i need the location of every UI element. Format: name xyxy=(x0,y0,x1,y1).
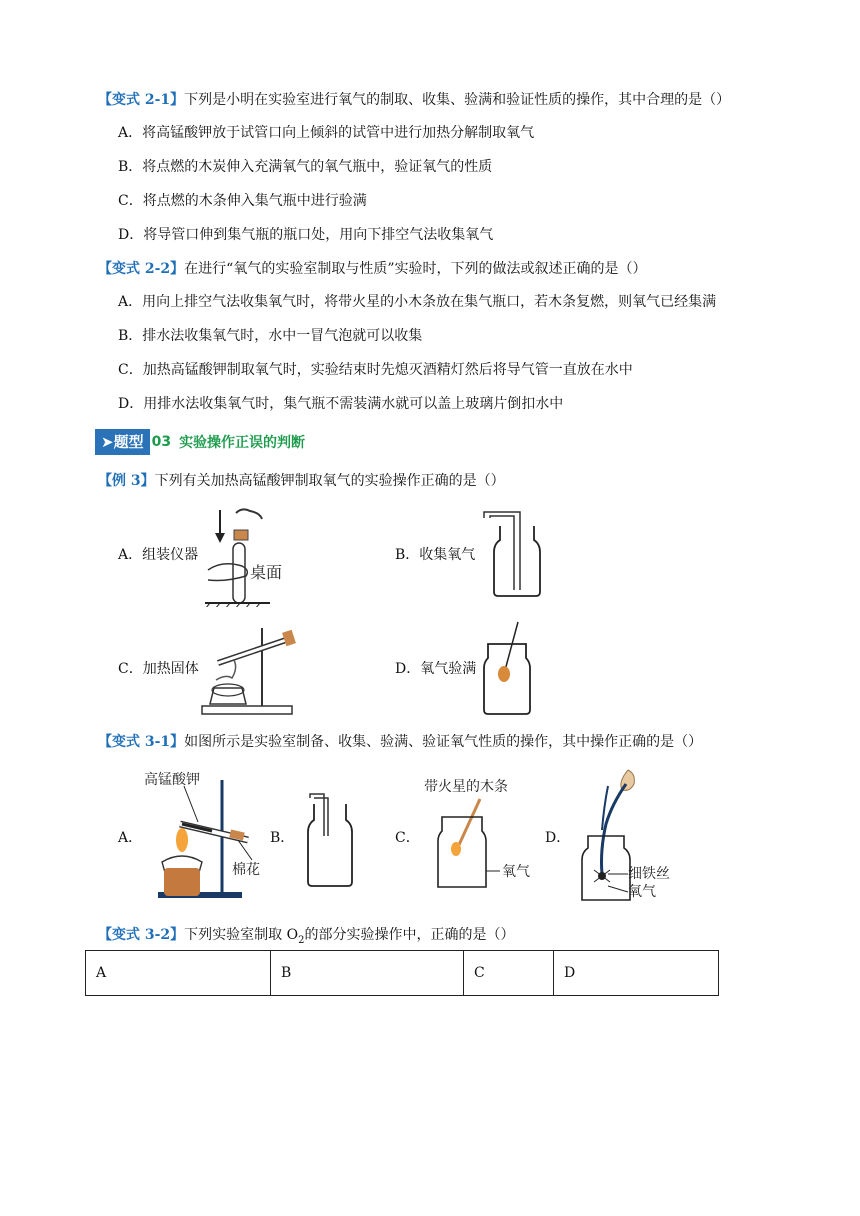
option-c: C．加热高锰酸钾制取氧气时，实验结束时先熄灭酒精灯然后将导气管一直放在水中 xyxy=(118,362,633,378)
section-banner xyxy=(95,429,305,455)
question-3-2-stem xyxy=(98,925,514,951)
oxygen-label: 氧气 xyxy=(502,864,530,880)
gas-bottle-figure xyxy=(300,792,360,890)
figure-label-a: A．组装仪器 xyxy=(118,547,199,563)
cotton-label: 棉花 xyxy=(232,862,260,878)
figure-label-c: C．加热固体 xyxy=(118,661,199,677)
splint-test-figure xyxy=(420,775,540,895)
table-cell: B xyxy=(271,951,464,996)
table-row xyxy=(86,951,719,996)
question-tag: 【变式 2-1】 xyxy=(98,92,185,108)
figure-label-c: C． xyxy=(395,830,420,846)
table-cell: C xyxy=(464,951,554,996)
option-d: D．将导管口伸到集气瓶的瓶口处，用向下排空气法收集氧气 xyxy=(118,227,494,243)
option-d: D．用排水法收集氧气时，集气瓶不需装满水就可以盖上玻璃片倒扣水中 xyxy=(118,396,564,412)
option-a: A．将高锰酸钾放于试管口向上倾斜的试管中进行加热分解制取氧气 xyxy=(118,125,535,141)
figure-label-a: A． xyxy=(118,830,143,846)
heat-solid-figure xyxy=(198,618,308,718)
table-cell: A xyxy=(86,951,271,996)
kmno4-heating-figure xyxy=(140,768,280,903)
question-tag: 【变式 2-2】 xyxy=(98,261,185,277)
table-cell: D xyxy=(554,951,719,996)
oxygen-full-test-figure xyxy=(480,620,550,720)
question-tag: 【例 3】 xyxy=(98,473,155,489)
question-text: 如图所示是实验室制备、收集、验满、验证氧气性质的操作，其中操作正确的是（） xyxy=(184,734,703,750)
question-text: 下列是小明在实验室进行氧气的制取、收集、验满和验证性质的操作，其中合理的是（） xyxy=(184,92,731,108)
subscript: 2 xyxy=(298,934,305,946)
collect-oxygen-figure xyxy=(480,510,550,600)
option-a: A．用向上排空气法收集氧气时，将带火星的小木条放在集气瓶口，若木条复燃，则氧气已经集满 xyxy=(118,294,717,310)
question-text-tail: 的部分实验操作中，正确的是（） xyxy=(304,927,515,943)
section-number: 03 xyxy=(151,434,172,450)
glowing-splint-label: 带火星的木条 xyxy=(424,779,508,795)
example-3-stem xyxy=(98,471,505,491)
question-2-2-stem xyxy=(98,259,646,279)
section-badge: ➤题型 xyxy=(95,429,150,455)
iron-wire-label: 细铁丝 xyxy=(628,866,670,882)
option-b: B．将点燃的木炭伸入充满氧气的氧气瓶中，验证氧气的性质 xyxy=(118,159,493,175)
assemble-apparatus-figure xyxy=(200,505,310,607)
option-b: B．排水法收集氧气时，水中一冒气泡就可以收集 xyxy=(118,328,423,344)
question-3-1-stem xyxy=(98,732,702,752)
figure-label-b: B．收集氧气 xyxy=(395,547,476,563)
question-tag: 【变式 3-2】 xyxy=(98,927,185,943)
section-title: 实验操作正误的判断 xyxy=(179,435,306,451)
iron-wire-burning-figure xyxy=(570,766,680,906)
question-text: 下列有关加热高锰酸钾制取氧气的实验操作正确的是（） xyxy=(154,473,505,489)
desk-label: 桌面 xyxy=(250,563,283,582)
option-c: C．将点燃的木条伸入集气瓶中进行验满 xyxy=(118,193,367,209)
question-text: 下列实验室制取 O xyxy=(184,927,299,943)
figure-label-d: D． xyxy=(545,830,571,846)
figure-label-d: D．氧气验满 xyxy=(395,661,477,677)
figure-label-b: B． xyxy=(270,830,295,846)
kmno4-label: 高锰酸钾 xyxy=(144,772,200,788)
answer-table xyxy=(85,950,719,996)
question-2-1-stem xyxy=(98,90,730,110)
question-text: 在进行“氧气的实验室制取与性质”实验时，下列的做法或叙述正确的是（） xyxy=(184,261,647,277)
oxygen-label: 氧气 xyxy=(628,884,656,900)
question-tag: 【变式 3-1】 xyxy=(98,734,185,750)
